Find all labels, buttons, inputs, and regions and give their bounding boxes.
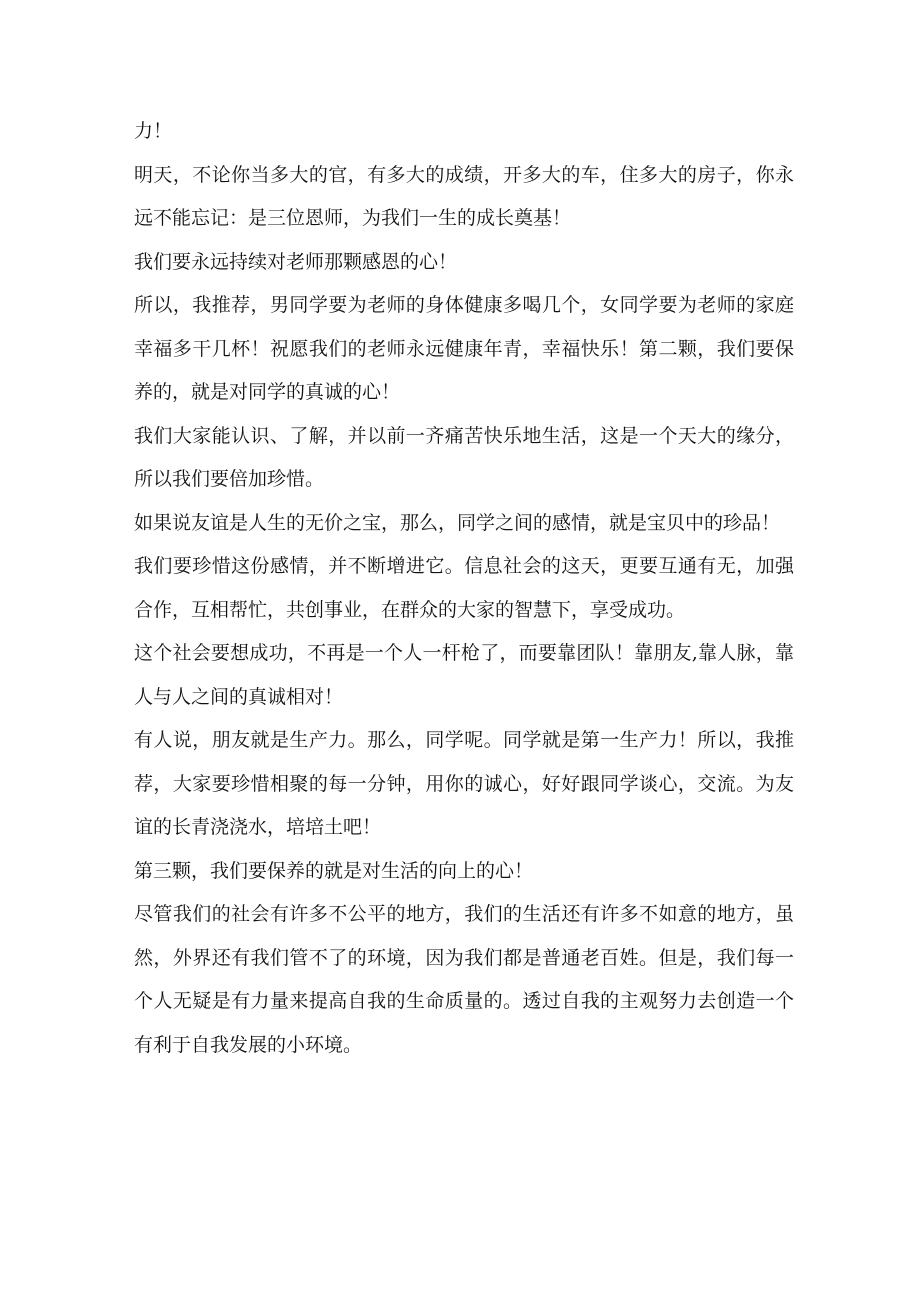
paragraph-8: 这个社会要想成功，不再是一个人一杆枪了，而要靠团队！靠朋友,靠人脉，靠人与人之间的真诚相对！ (134, 642, 794, 708)
paragraph-2: 明天，不论你当多大的官，有多大的成绩，开多大的车，住多大的房子，你永远不能忘记：是三位恩师，为我们一生的成长奠基！ (134, 163, 794, 229)
document-body (134, 110, 794, 1067)
paragraph-6: 如果说友谊是人生的无价之宝，那么，同学之间的感情，就是宝贝中的珍品！ (134, 511, 781, 534)
paragraph-10: 第三颗，我们要保养的就是对生活的向上的心！ (134, 859, 534, 882)
paragraph-1: 力！ (134, 120, 173, 142)
paragraph-9: 有人说，朋友就是生产力。那么，同学呢。同学就是第一生产力！所以，我推荐，大家要珍惜相聚的每一分钟，用你的诚心，好好跟同学谈心，交流。为友谊的长青浇浇水，培培土吧！ (134, 729, 794, 838)
paragraph-3: 我们要永远持续对老师那颗感恩的心！ (134, 250, 458, 273)
paragraph-5: 我们大家能认识、了解，并以前一齐痛苦快乐地生活，这是一个天大的缘分，所以我们要倍加珍惜。 (134, 424, 794, 490)
paragraph-7: 我们要珍惜这份感情，并不断增进它。信息社会的这天，更要互通有无，加强合作，互相帮忙，共创事业，在群众的大家的智慧下，享受成功。 (134, 555, 794, 621)
paragraph-11: 尽管我们的社会有许多不公平的地方，我们的生活还有许多不如意的地方，虽然，外界还有我们管不了的环境，因为我们都是普通老百姓。但是，我们每一个人无疑是有力量来提高自我的生命质量的。透过自我的主观努力去创造一个有利于自我发展的小环境。 (134, 903, 794, 1056)
paragraph-4: 所以，我推荐，男同学要为老师的身体健康多喝几个，女同学要为老师的家庭幸福多干几杯！祝愿我们的老师永远健康年青，幸福快乐！第二颗，我们要保养的，就是对同学的真诚的心！ (134, 294, 794, 403)
